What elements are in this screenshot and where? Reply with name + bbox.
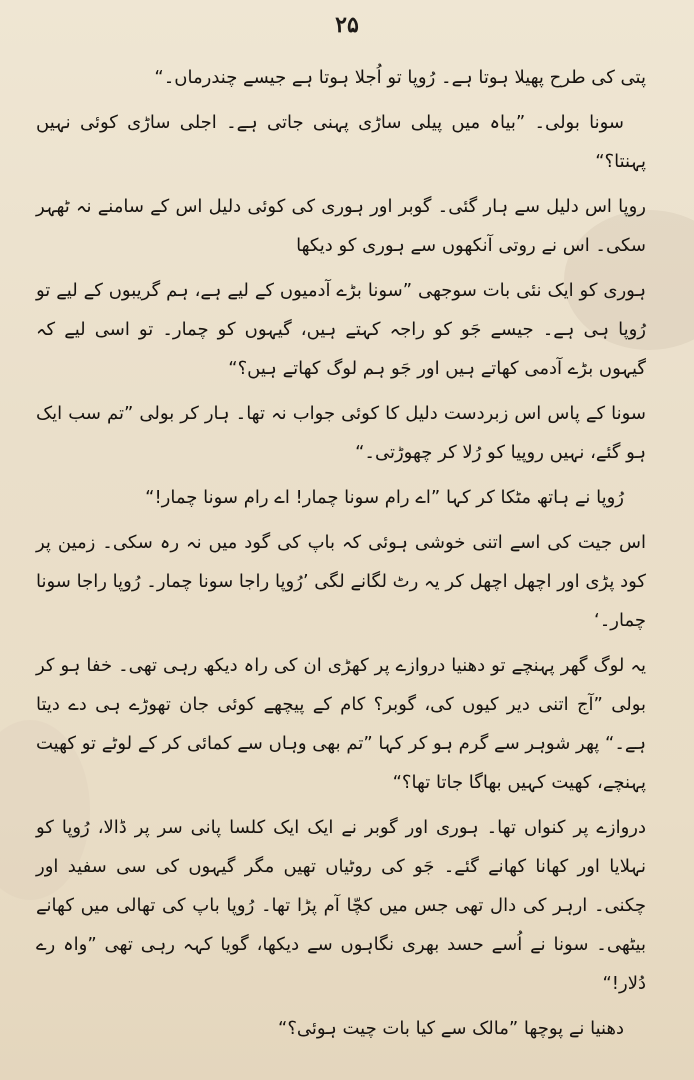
paragraph: دروازے پر کنواں تھا۔ ہوری اور گوبر نے ایک ایک کلسا پانی سر پر ڈالا، رُوپا کو نہلایا اور کھانا کھانے گئے۔ جَو کی روٹیاں تھیں مگر گیہوں کی سی سفید اور چکنی۔ ارہر کی دال تھی جس میں کچّا آم پڑا تھا۔ رُوپا باپ کی تھالی میں کھانے بیٹھی۔ سونا نے اُسے حسد بھری نگاہوں سے دیکھا، گویا کہہ رہی تھی ”واہ رے دُلار!“	[36, 817, 646, 994]
paragraph: سونا بولی۔ ”بیاہ میں پیلی ساڑی پہنی جاتی ہے۔ اجلی ساڑی کوئی نہیں پہنتا؟“	[36, 112, 646, 172]
body-text	[36, 58, 646, 1054]
paragraph: سونا کے پاس اس زبردست دلیل کا کوئی جواب نہ تھا۔ ہار کر بولی ”تم سب ایک ہو گئے، نہیں روپیا کو رُلا کر چھوڑتی۔“	[36, 403, 646, 463]
page-number: ۲۵	[335, 12, 359, 38]
paragraph: دھنیا نے پوچھا ”مالک سے کیا بات چیت ہوئی؟“	[278, 1018, 624, 1039]
paragraph: پتی کی طرح پھیلا ہوتا ہے۔ رُوپا تو اُجلا ہوتا ہے جیسے چندرماں۔“	[154, 67, 646, 88]
paragraph: روپا اس دلیل سے ہار گئی۔ گوبر اور ہوری کی کوئی دلیل اس کے سامنے نہ ٹھہر سکی۔ اس نے روتی آنکھوں سے ہوری کو دیکھا	[36, 196, 646, 256]
paragraph: ہوری کو ایک نئی بات سوجھی ”سونا بڑے آدمیوں کے لیے ہے، ہم گریبوں کے لیے تو رُوپا ہی ہے۔ جیسے جَو کو راجہ کہتے ہیں، گیہوں کو چمار۔ تو اسی لیے کہ گیہوں بڑے آدمی کھاتے ہیں اور جَو ہم لوگ کھاتے ہیں؟“	[36, 280, 646, 379]
paragraph: رُوپا نے ہاتھ مٹکا کر کہا ”اے رام سونا چمار! اے رام سونا چمار!“	[145, 487, 624, 508]
paragraph: یہ لوگ گھر پہنچے تو دھنیا دروازے پر کھڑی ان کی راہ دیکھ رہی تھی۔ خفا ہو کر بولی ”آج اتنی دیر کیوں کی، گوبر؟ کام کے پیچھے کوئی جان تھوڑے ہی دے دیتا ہے۔“ پھر شوہر سے گرم ہو کر کہا ”تم بھی وہاں سے کمائی کر کے لوٹے تو کھیت پہنچے، کھیت کہیں بھاگا جاتا تھا؟“	[36, 655, 646, 793]
paragraph: اس جیت کی اسے اتنی خوشی ہوئی کہ باپ کی گود میں نہ رہ سکی۔ زمین پر کود پڑی اور اچھل اچھل کر یہ رٹ لگانے لگی ’رُوپا راجا سونا چمار۔ رُوپا راجا سونا چمار۔‘	[36, 532, 646, 631]
